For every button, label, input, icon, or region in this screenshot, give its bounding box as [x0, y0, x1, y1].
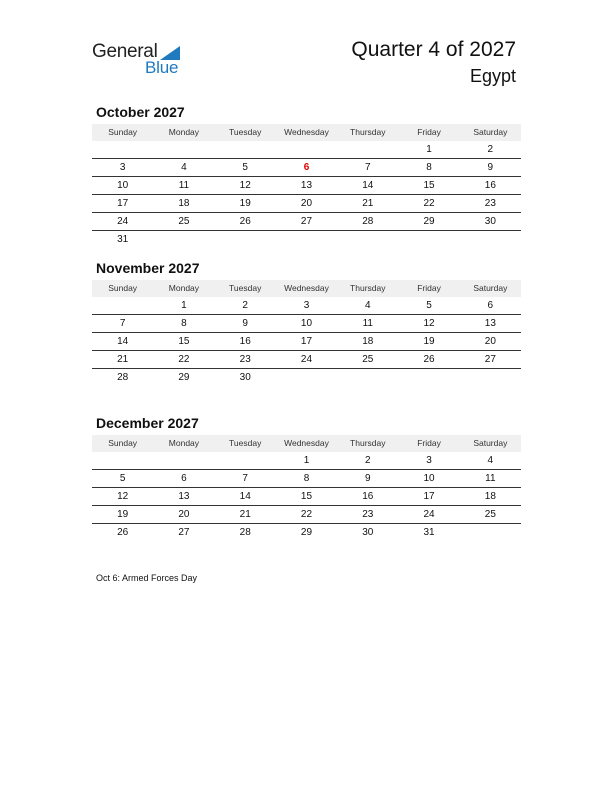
day-cell: 26	[117, 527, 129, 538]
day-cell: 4	[487, 455, 494, 466]
week-row	[92, 506, 521, 524]
weekday-label: Wednesday	[284, 127, 329, 137]
day-cell: 2	[487, 144, 494, 155]
day-cell: 29	[423, 216, 435, 227]
day-cell: 17	[300, 336, 313, 347]
day-cell: 5	[426, 300, 432, 311]
day-cell: 28	[117, 372, 129, 383]
day-cell: 9	[487, 162, 494, 173]
weekday-label: Thursday	[350, 438, 386, 448]
day-cell: 11	[362, 318, 373, 329]
day-cell: 7	[242, 473, 248, 484]
week-row	[92, 524, 521, 541]
day-cell: 23	[484, 198, 496, 209]
day-cell: 21	[117, 354, 129, 365]
page-title: Quarter 4 of 2027	[351, 38, 516, 61]
day-cell: 16	[362, 491, 374, 502]
day-cell: 30	[239, 372, 251, 383]
day-cell: 8	[181, 318, 187, 329]
empty-day-cell	[337, 141, 398, 158]
empty-day-cell	[460, 524, 521, 541]
weekday-label: Friday	[417, 283, 441, 293]
empty-day-cell	[460, 369, 521, 386]
week-row	[92, 159, 521, 177]
day-cell: 9	[364, 473, 371, 484]
day-cell: 6	[181, 473, 187, 484]
week-row	[92, 470, 521, 488]
country-name: Egypt	[469, 66, 516, 86]
day-cell: 3	[119, 162, 126, 173]
day-cell: 4	[364, 300, 371, 311]
day-cell: 25	[362, 354, 374, 365]
day-cell: 25	[178, 216, 190, 227]
empty-day-cell	[398, 369, 459, 386]
week-row	[92, 297, 521, 315]
empty-day-cell	[92, 141, 153, 158]
day-cell: 16	[484, 180, 496, 191]
week-row	[92, 488, 521, 506]
day-cell: 5	[242, 162, 248, 173]
logo-text-general: General	[92, 41, 158, 62]
weekday-label: Monday	[168, 127, 200, 137]
day-cell: 10	[300, 318, 313, 329]
day-cell: 14	[239, 491, 251, 502]
day-cell: 1	[426, 144, 432, 155]
empty-day-cell	[215, 141, 276, 158]
empty-day-cell	[153, 141, 214, 158]
day-cell: 18	[484, 491, 496, 502]
month-november	[92, 258, 521, 386]
day-cell: 22	[300, 509, 313, 520]
empty-day-cell	[215, 231, 276, 248]
day-cell: 11	[178, 180, 190, 191]
day-cell: 1	[181, 300, 187, 311]
day-cell: 30	[484, 216, 496, 227]
day-cell: 27	[300, 216, 313, 227]
day-cell: 20	[300, 198, 313, 209]
day-cell: 8	[303, 473, 310, 484]
week-row	[92, 177, 521, 195]
day-cell: 10	[423, 473, 435, 484]
day-cell: 19	[423, 336, 435, 347]
weekday-label: Sunday	[108, 438, 138, 448]
day-cell: 6	[487, 300, 494, 311]
empty-day-cell	[153, 231, 214, 248]
day-cell: 7	[364, 162, 371, 173]
day-cell: 3	[303, 300, 310, 311]
empty-day-cell	[92, 452, 153, 469]
empty-day-cell	[215, 452, 276, 469]
day-cell: 28	[239, 527, 251, 538]
empty-day-cell	[337, 231, 398, 248]
day-cell: 17	[423, 491, 435, 502]
day-cell: 24	[423, 509, 435, 520]
day-cell: 31	[117, 234, 129, 245]
day-cell: 29	[178, 372, 190, 383]
day-cell: 14	[362, 180, 374, 191]
day-cell: 13	[300, 180, 313, 191]
brand-logo	[92, 41, 192, 81]
day-cell: 7	[119, 318, 126, 329]
day-cell: 24	[117, 216, 129, 227]
weekday-label: Thursday	[350, 283, 386, 293]
day-cell: 21	[362, 198, 374, 209]
week-row	[92, 333, 521, 351]
week-row	[92, 195, 521, 213]
day-cell: 17	[117, 198, 129, 209]
day-cell: 16	[239, 336, 251, 347]
week-row	[92, 452, 521, 470]
week-row	[92, 351, 521, 369]
day-cell: 27	[178, 527, 190, 538]
day-cell: 19	[117, 509, 129, 520]
empty-day-cell	[460, 231, 521, 248]
empty-day-cell	[276, 369, 337, 386]
day-cell: 3	[426, 455, 432, 466]
empty-day-cell	[92, 297, 153, 314]
day-cell: 22	[423, 198, 435, 209]
day-cell: 29	[300, 527, 313, 538]
day-cell: 22	[178, 354, 190, 365]
day-cell: 26	[239, 216, 251, 227]
week-row	[92, 141, 521, 159]
week-row	[92, 231, 521, 248]
weekday-header-row	[92, 124, 521, 141]
weekday-label: Tuesday	[229, 127, 262, 137]
holiday-note: Oct 6: Armed Forces Day	[96, 573, 198, 583]
day-cell: 1	[303, 455, 310, 466]
day-cell: 10	[117, 180, 129, 191]
day-cell: 28	[362, 216, 374, 227]
day-cell: 12	[117, 491, 129, 502]
empty-day-cell	[398, 231, 459, 248]
month-title: December 2027	[96, 415, 199, 431]
day-cell: 18	[362, 336, 374, 347]
day-cell: 15	[300, 491, 313, 502]
weekday-label: Sunday	[108, 127, 138, 137]
weekday-label: Saturday	[473, 127, 508, 137]
weekday-label: Saturday	[473, 438, 508, 448]
weekday-label: Monday	[168, 283, 200, 293]
weekday-header-row	[92, 435, 521, 452]
weekday-label: Saturday	[473, 283, 508, 293]
day-cell: 27	[484, 354, 496, 365]
week-row	[92, 369, 521, 386]
empty-day-cell	[153, 452, 214, 469]
day-cell: 2	[364, 455, 371, 466]
day-cell: 18	[178, 198, 190, 209]
day-cell: 2	[242, 300, 248, 311]
day-cell: 26	[423, 354, 435, 365]
day-cell: 12	[239, 180, 251, 191]
month-october	[92, 102, 521, 248]
day-cell: 20	[178, 509, 190, 520]
weekday-label: Monday	[168, 438, 200, 448]
day-cell: 11	[485, 473, 496, 484]
day-cell: 24	[300, 354, 313, 365]
day-cell: 9	[242, 318, 248, 329]
week-row	[92, 213, 521, 231]
weekday-label: Friday	[417, 438, 441, 448]
day-cell: 12	[423, 318, 435, 329]
weekday-header-row	[92, 280, 521, 297]
weekday-label: Tuesday	[229, 283, 262, 293]
day-cell: 20	[484, 336, 496, 347]
empty-day-cell	[276, 231, 337, 248]
week-row	[92, 315, 521, 333]
day-cell: 5	[119, 473, 126, 484]
empty-day-cell	[337, 369, 398, 386]
day-cell: 15	[423, 180, 435, 191]
month-title: October 2027	[96, 104, 185, 120]
weekday-label: Wednesday	[284, 283, 329, 293]
day-cell: 23	[239, 354, 251, 365]
day-cell: 6	[303, 162, 310, 173]
day-cell: 13	[178, 491, 190, 502]
weekday-label: Wednesday	[284, 438, 329, 448]
month-december	[92, 413, 521, 541]
day-cell: 23	[362, 509, 374, 520]
day-cell: 4	[181, 162, 187, 173]
day-cell: 14	[117, 336, 129, 347]
weekday-label: Tuesday	[229, 438, 262, 448]
weekday-label: Friday	[417, 127, 441, 137]
day-cell: 15	[178, 336, 190, 347]
empty-day-cell	[276, 141, 337, 158]
day-cell: 13	[484, 318, 496, 329]
day-cell: 25	[484, 509, 496, 520]
day-cell: 8	[426, 162, 432, 173]
day-cell: 21	[239, 509, 251, 520]
weekday-label: Thursday	[350, 127, 386, 137]
logo-text-blue: Blue	[145, 58, 179, 77]
month-title: November 2027	[96, 260, 200, 276]
weekday-label: Sunday	[108, 283, 138, 293]
day-cell: 30	[362, 527, 374, 538]
day-cell: 19	[239, 198, 251, 209]
day-cell: 31	[423, 527, 435, 538]
